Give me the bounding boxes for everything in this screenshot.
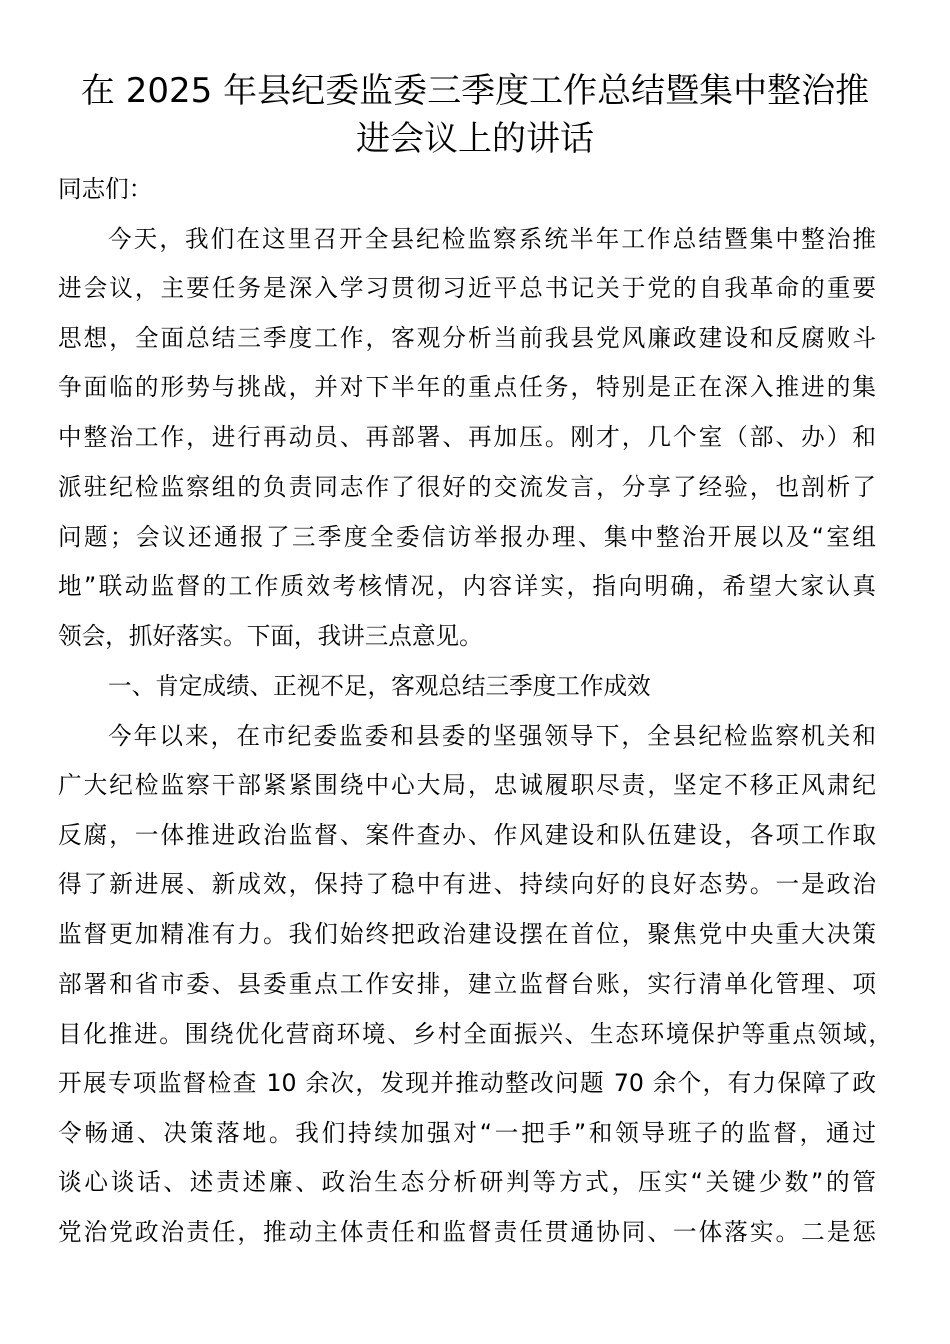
salutation: 同志们： (58, 175, 153, 203)
paragraph-line: 地”联动监督的工作质效考核情况，内容详实，指向明确，希望大家认真 (58, 572, 876, 600)
paragraph-line: 派驻纪检监察组的负责同志作了很好的交流发言，分享了经验，也剖析了 (58, 473, 876, 501)
paragraph-line: 得了新进展、新成效，保持了稳中有进、持续向好的良好态势。一是政治 (58, 870, 876, 898)
paragraph-line: 目化推进。围绕优化营商环境、乡村全面振兴、生态环境保护等重点领域， (58, 1020, 892, 1048)
paragraph-line: 中整治工作，进行再动员、再部署、再加压。刚才，几个室（部、办）和 (58, 423, 876, 451)
paragraph-line: 反腐，一体推进政治监督、案件查办、作风建设和队伍建设，各项工作取 (58, 821, 876, 849)
section-heading: 一、肯定成绩、正视不足，客观总结三季度工作成效 (108, 672, 651, 700)
paragraph-line: 进会议，主要任务是深入学习贯彻习近平总书记关于党的自我革命的重要 (58, 274, 876, 302)
paragraph-line: 广大纪检监察干部紧紧围绕中心大局，忠诚履职尽责，坚定不移正风肃纪 (58, 771, 876, 799)
document-title-line-1: 在 2025 年县纪委监委三季度工作总结暨集中整治推 (80, 71, 870, 111)
paragraph-line: 部署和省市委、县委重点工作安排，建立监督台账，实行清单化管理、项 (58, 970, 876, 998)
document-title-line-2: 进会议上的讲话 (356, 119, 594, 159)
paragraph-line: 领会，抓好落实。下面，我讲三点意见。 (58, 622, 483, 650)
paragraph-line: 思想，全面总结三季度工作，客观分析当前我县党风廉政建设和反腐败斗 (58, 324, 876, 352)
paragraph-line: 党治党政治责任，推动主体责任和监督责任贯通协同、一体落实。二是惩 (58, 1218, 876, 1246)
paragraph-line: 今年以来，在市纪委监委和县委的坚强领导下，全县纪检监察机关和 (108, 722, 876, 750)
paragraph-line: 谈心谈话、述责述廉、政治生态分析研判等方式，压实“关键少数”的管 (58, 1168, 876, 1196)
paragraph-line: 问题；会议还通报了三季度全委信访举报办理、集中整治开展以及“室组 (58, 523, 876, 551)
paragraph-line: 令畅通、决策落地。我们持续加强对“一把手”和领导班子的监督，通过 (58, 1119, 876, 1147)
paragraph-line: 监督更加精准有力。我们始终把政治建设摆在首位，聚焦党中央重大决策 (58, 920, 876, 948)
paragraph-line: 开展专项监督检查 10 余次，发现并推动整改问题 70 余个，有力保障了政 (58, 1069, 876, 1097)
paragraph-line: 今天，我们在这里召开全县纪检监察系统半年工作总结暨集中整治推 (108, 225, 876, 253)
paragraph-line: 争面临的形势与挑战，并对下半年的重点任务，特别是正在深入推进的集 (58, 373, 876, 401)
